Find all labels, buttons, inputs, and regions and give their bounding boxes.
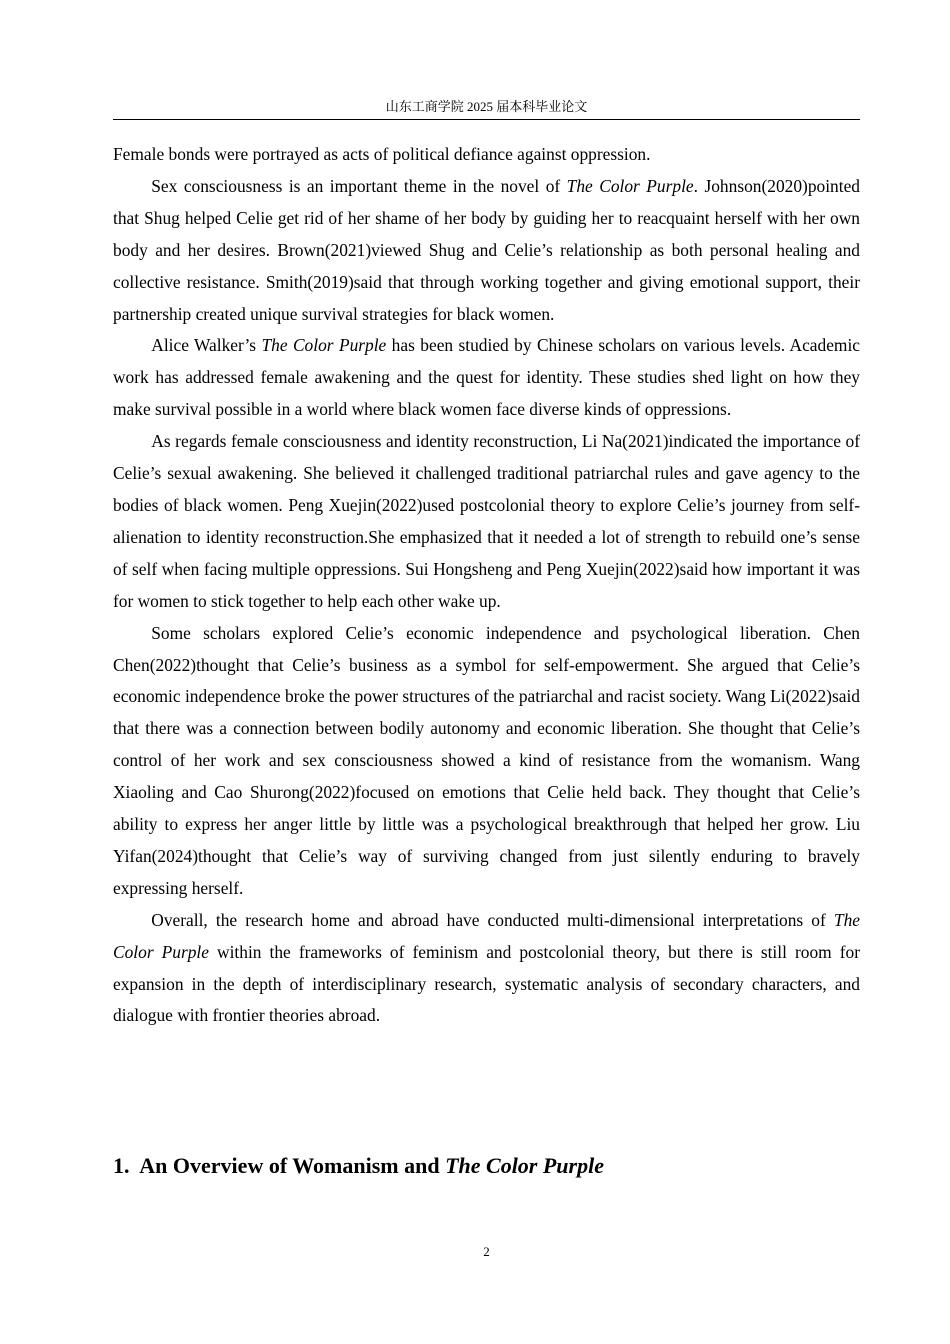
header-rule (113, 119, 860, 120)
page-number: 2 (483, 1244, 490, 1259)
paragraph: Female bonds were portrayed as acts of political defiance against oppression. (113, 144, 651, 164)
section-title-book: The Color Purple (445, 1153, 604, 1178)
paragraph: Alice Walker’s The Color Purple has been studied by Chinese scholars on various levels. Academic work has addressed female awakening and the quest for identity. These studies shed light on how they make survival possible in a world where black women face diverse kinds of oppressions. (113, 335, 861, 420)
paragraph: Sex consciousness is an important theme in the novel of The Color Purple. Johnson(2020)pointed that Shug helped Celie get rid of her shame of her body by guiding her to reacquaint herself with her own body and her desires. Brown(2021)viewed Shug and Celie’s relationship as both personal healing and collective resistance. Smith(2019)said that through working together and giving emotional support, their partnership created unique survival strategies for black women. (113, 175, 861, 324)
paragraph: Some scholars explored Celie’s economic independence and psychological liberation. Chen Chen(2022)thought that Celie’s business as a symbol for self-empowerment. She argued that Celie’s economic independence broke the power structures of the patriarchal and racist society. Wang Li(2022)said that there was a connection between bodily autonomy and economic liberation. She thought that Celie’s control of her work and sex consciousness showed a kind of resistance from the womanism. Wang Xiaoling and Cao Shurong(2022)focused on emotions that Celie held back. They thought that Celie’s ability to express her anger little by little was a psychological breakthrough that helped her grow. Liu Yifan(2024)thought that Celie’s way of surviving changed from just silently enduring to bravely expressing herself. (113, 622, 860, 898)
book-title: The Color Purple (261, 335, 387, 356)
running-header: 山东工商学院 2025 届本科毕业论文 (385, 99, 588, 114)
paragraph: As regards female consciousness and identity reconstruction, Li Na(2021)indicated the importance of Celie’s sexual awakening. She believed it challenged traditional patriarchal rules and gave agency to the bodies of black women. Peng Xuejin(2022)used postcolonial theory to explore Celie’s journey from self-alienation to identity reconstruction.She emphasized that it needed a lot of strength to rebuild one’s sense of self when facing multiple oppressions. Sui Hongsheng and Peng Xuejin(2022)said how important it was for women to stick together to help each other wake up. (113, 431, 860, 611)
section-heading (113, 1149, 860, 1183)
section-number: 1. (113, 1153, 130, 1178)
section-title: An Overview of Womanism and (139, 1153, 446, 1178)
body-text (113, 139, 860, 1032)
paragraph: Overall, the research home and abroad have conducted multi-dimensional interpretations of The Color Purple within the frameworks of feminism and postcolonial theory, but there is still room for expansion in the depth of interdisciplinary research, systematic analysis of secondary characters, and dialogue with frontier theories abroad. (113, 909, 860, 1026)
book-title: The Color Purple (113, 909, 860, 962)
book-title: The Color Purple (566, 175, 694, 196)
